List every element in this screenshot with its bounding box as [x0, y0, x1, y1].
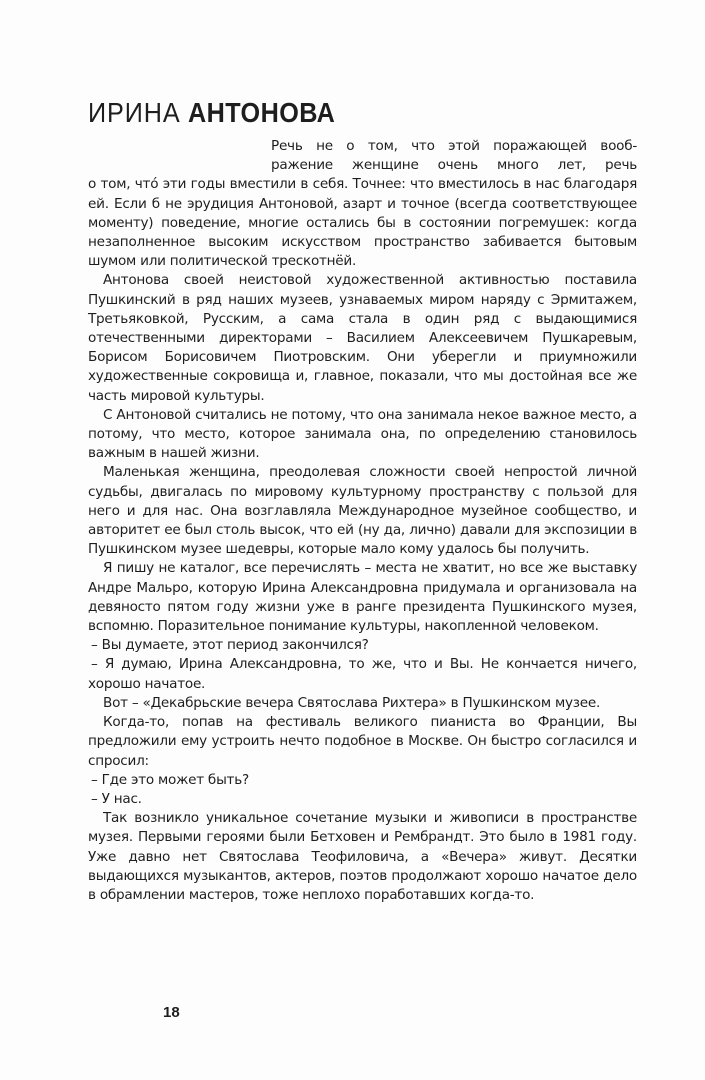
intro-lead-line-1: Речь не о том, что этой поражающей вооб-	[271, 138, 637, 154]
dialog-line: – Где это может быть?	[91, 771, 249, 788]
dialog-line: – Я думаю, Ирина Александровна, то же, что и Вы. Не кончается ничего, хорошо начатое.	[88, 656, 637, 692]
page-title	[88, 98, 335, 128]
paragraph: Антонова своей неистовой художественной активностью поставила Пушкинский в ряд наших музеев, узнаваемых миром наряду с Эрмитажем, Третьяковкой, Русским, а сама стала в один ряд с выдающимися отечественными директорами – Василием Алексеевичем Пушкаревым, Борисом Борисовичем Пиотровским. Они уберегли и приумножили художественные сокровища и, главное, показали, что мы достойная все же часть мировой культуры.	[88, 272, 637, 404]
paragraph: Я пишу не каталог, все перечислять – места не хватит, но все же выставку Андре Мальро, которую Ирина Александровна придумала и организовала на девяносто пятом году жизни уже в ранге президента Пушкинского музея, вспомню. Поразительное понимание культуры, накопленной человеком.	[88, 560, 637, 635]
title-first-name: ИРИНА	[88, 97, 181, 128]
dialog-line: – Вы думаете, этот период закончился?	[91, 637, 369, 654]
paragraph: С Антоновой считались не потому, что она занимала некое важное место, а потому, что место, которое занимала она, по определению становилось важным в нашей жизни.	[88, 406, 637, 462]
paragraph-intro	[88, 137, 637, 271]
paragraph: Так возникло уникальное сочетание музыки и живописи в пространстве музея. Первыми героями были Бетховен и Рембрандт. Это было в 1981 году. Уже давно нет Святослава Теофиловича, а «Вечера» живут. Десятки выдающихся музыкантов, актеров, поэтов продолжают хорошо начатое дело в обрамлении мастеров, тоже неплохо поработавших когда-то.	[88, 810, 637, 903]
intro-rest: о том, что́ эти годы вместили в себя. Точнее: что вместилось в нас благодаря ей. Если б не эрудиция Антоновой, азарт и точное (всегда соответствующее моменту) поведение, многие остались бы в состоянии погремушек: когда незаполненное высоким искусством пространство забивается бытовым шумом или политической трескотнёй.	[88, 176, 637, 270]
page-number: 18	[163, 1004, 180, 1021]
paragraph: Маленькая женщина, преодолевая сложности своей непростой личной судьбы, двигалась по мировому культурному пространству с пользой для него и для нас. Она возглавляла Международное музейное сообщество, и авторитет ее был столь высок, что ей (ну да, лично) давали для экспозиции в Пушкинском музее шедевры, которые мало кому удалось бы получить.	[88, 464, 637, 558]
intro-lead-line-2: ражение женщине очень много лет, речь	[271, 157, 637, 174]
paragraph: Когда-то, попав на фестиваль великого пианиста во Франции, Вы предложили ему устроить нечто подобное в Москве. Он быстро согласился и спросил:	[88, 714, 637, 769]
paragraph: Вот – «Декабрьские вечера Святослава Рихтера» в Пушкинском музее.	[103, 694, 601, 711]
title-last-name: АНТОНОВА	[187, 97, 336, 128]
article-body	[88, 137, 637, 905]
dialog-line: – У нас.	[91, 790, 142, 807]
